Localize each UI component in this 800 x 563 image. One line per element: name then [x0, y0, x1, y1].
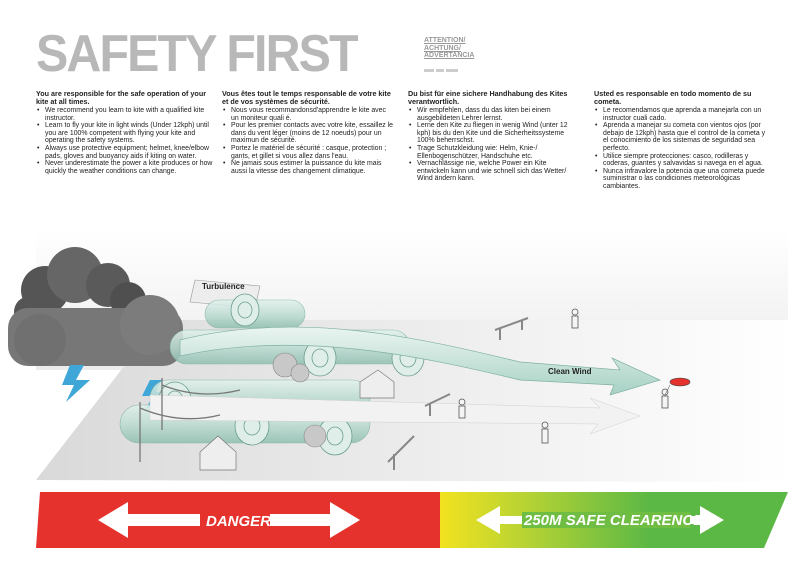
- list-item: • Pour les premier contacts avec votre kite, essaillez le dans du vent léger (moins de 12 noeuds) pour un maximun de sécurité.: [231, 122, 394, 145]
- safety-column-es: [594, 90, 766, 191]
- list-item: • Portez le matériel de sécurité : casque, protection ; gants, et gillet si vous allez dans l'eau.: [231, 145, 394, 160]
- safe-clearance-label: 250M SAFE CLEARENCE: [524, 512, 704, 529]
- list-item: • Ne jamais sous estimer la puissance du kite mais aussi la vitesse des changement climatique.: [231, 160, 394, 175]
- lightning-icon: [62, 365, 90, 402]
- column-heading: Usted es responsable en todo momento de su cometa.: [594, 89, 752, 106]
- safety-list: [222, 107, 394, 175]
- list-item: • We recommend you learn to kite with a qualified kite instructor.: [45, 107, 214, 122]
- list-item: • Vernachlässige nie, welche Power ein Kite entwickeln kann und wie schnell sich das Wetter/ Wind ändern kann.: [417, 160, 580, 183]
- wind-safety-illustration: [0, 230, 800, 563]
- safety-column-fr: [222, 90, 394, 175]
- attention-label: [424, 37, 474, 60]
- attention-pictograms: [424, 62, 472, 72]
- list-item: • Nous vous recommandonsd'apprendre le kite avec un moniteur quali é.: [231, 107, 394, 122]
- list-item: • Learn to fly your kite in light winds (Under 12kph) until you are 100% competent with flying your kite and operating the safety systems.: [45, 122, 214, 145]
- list-item: • Aprenda a manejar su cometa con vientos ojos (por debajo de 12kph) hasta que el control de la cometa y el conocimiento de los sistemas de seguridad sea perfecto.: [603, 122, 766, 152]
- safety-list: [408, 107, 580, 183]
- page-title: SAFETY FIRST: [36, 25, 357, 83]
- danger-label: DANGER: [206, 513, 272, 530]
- column-heading: Vous êtes tout le temps responsable de votre kite et de vos systèmes de sécurité.: [222, 89, 391, 106]
- list-item: • Lerne den Kite zu fliegen in wenig Wind (unter 12 kph) bis du den Kite und die Sicherheitssysteme 100% beherrschst.: [417, 122, 580, 145]
- turbulence-label: Turbulence: [202, 282, 245, 291]
- safety-list: [36, 107, 214, 175]
- list-item: • Utilice siempre protecciones: casco, rodilleras y coderas, guantes y salvavidas si navega en el agua.: [603, 153, 766, 168]
- list-item: • Never underestimate the power a kite produces or how quickly the weather conditions can change.: [45, 160, 214, 175]
- safety-list: [594, 107, 766, 191]
- list-item: • Nunca infravalore la potencia que una cometa puede suministrar o las condiciones meteorológicas cambiantes.: [603, 168, 766, 191]
- list-item: • Trage Schutzkleidung wie: Helm, Knie-/ Ellenbogenschützer, Handschuhe etc.: [417, 145, 580, 160]
- safety-column-de: [408, 90, 580, 183]
- safety-column-en: [36, 90, 214, 175]
- list-item: • Always use protective equipment; helmet, knee/elbow pads, gloves and buoyancy aids if kiting on water.: [45, 145, 214, 160]
- list-item: • Le recomendamos que aprenda a manejarla con un instructor cuali cado.: [603, 107, 766, 122]
- column-heading: You are responsible for the safe operation of your kite at all times.: [36, 89, 207, 106]
- list-item: • Wir empfehlen, dass du das kiten bei einem ausgebildeten Lehrer lernst.: [417, 107, 580, 122]
- attention-line-de: ACHTUNG/: [424, 44, 461, 52]
- attention-line-en: ATTENTION/: [424, 37, 466, 44]
- attention-line-es: ADVERTANCIA: [424, 52, 475, 59]
- clean-wind-label: Clean Wind: [548, 367, 592, 376]
- column-heading: Du bist für eine sichere Handhabung des Kites verantwortlich.: [408, 89, 568, 106]
